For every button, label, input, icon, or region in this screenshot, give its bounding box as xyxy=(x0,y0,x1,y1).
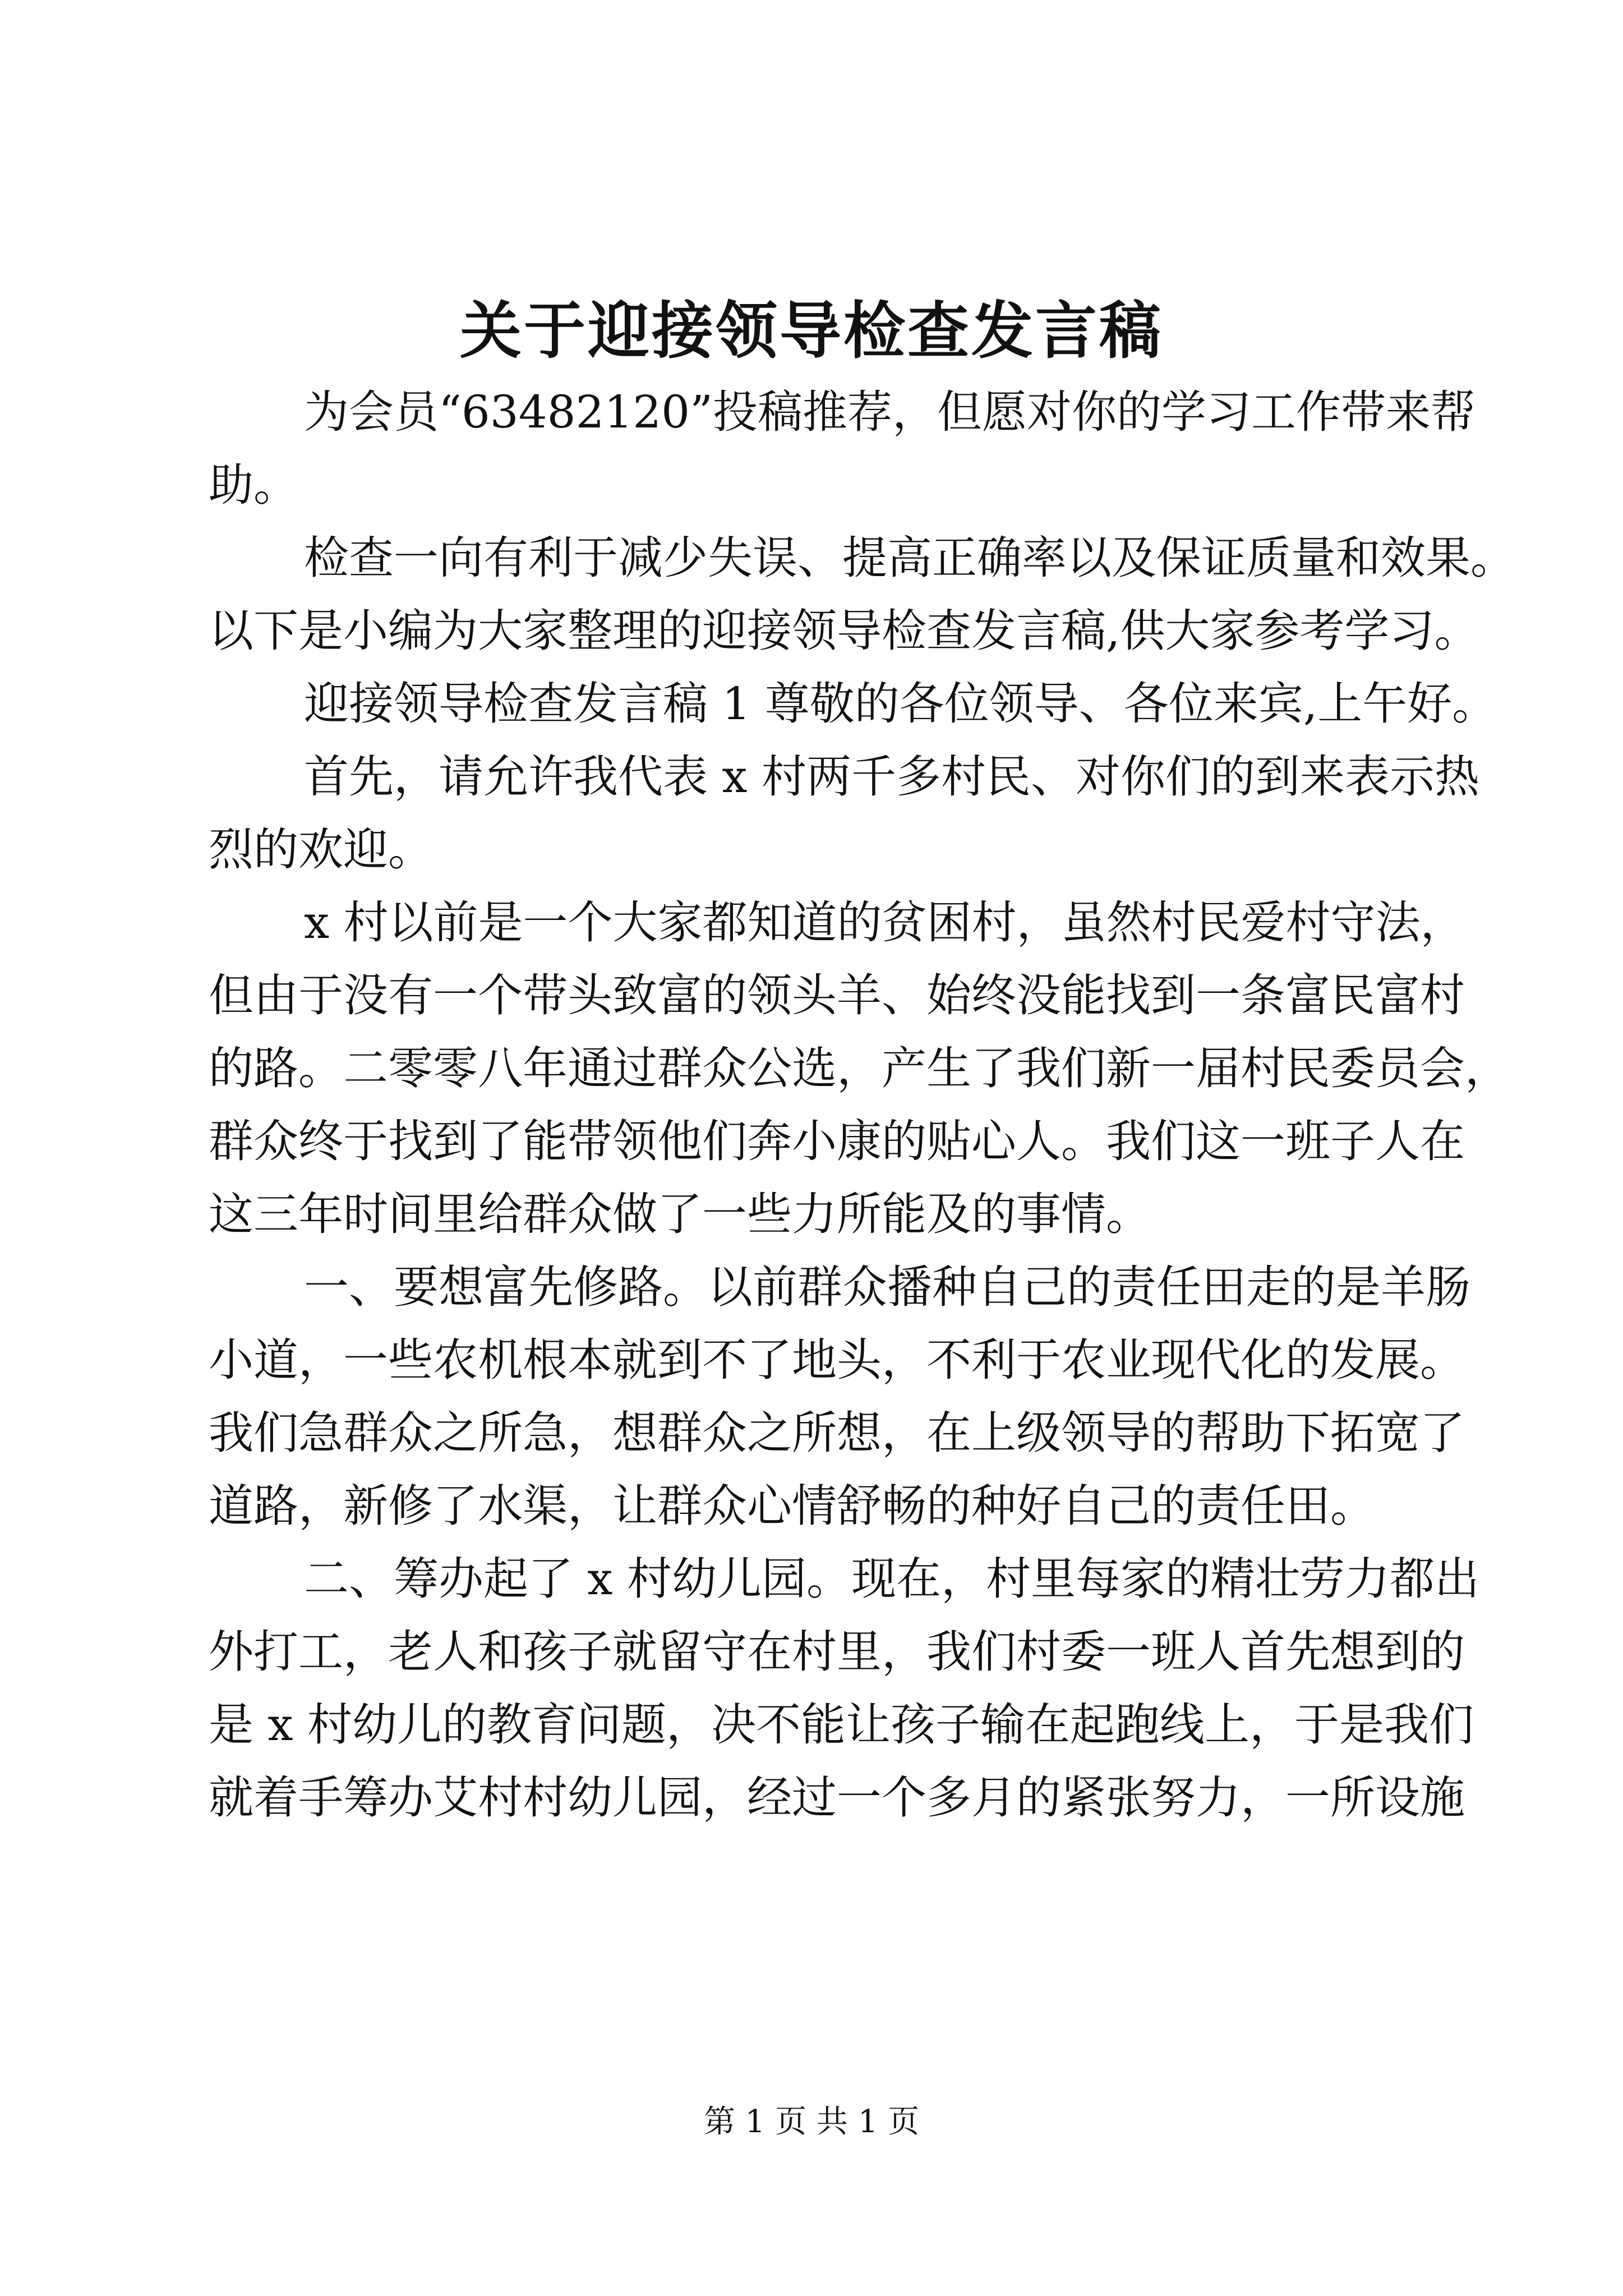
body-line: 检查一向有利于减少失误、提高正确率以及保证质量和效果。 xyxy=(304,532,1515,584)
page-footer: 第 1 页 共 1 页 xyxy=(703,2104,920,2140)
body-line: 群众终于找到了能带领他们奔小康的贴心人。我们这一班子人在 xyxy=(209,1115,1465,1167)
body-line: 就着手筹办艾村村幼儿园，经过一个多月的紧张努力，一所设施 xyxy=(209,1772,1465,1824)
body-line: 道路，新修了水渠，让群众心情舒畅的种好自己的责任田。 xyxy=(209,1480,1375,1532)
document-body xyxy=(209,376,1515,1834)
body-line: 一、要想富先修路。以前群众播种自己的责任田走的是羊肠 xyxy=(304,1261,1470,1313)
document-title: 关于迎接领导检查发言稿 xyxy=(460,295,1163,367)
body-line: 但由于没有一个带头致富的领头羊、始终没能找到一条富民富村 xyxy=(209,969,1465,1022)
body-line: 这三年时间里给群众做了一些力所能及的事情。 xyxy=(209,1188,1151,1240)
body-line: 为会员“63482120”投稿推荐，但愿对你的学习工作带来帮 xyxy=(304,386,1476,438)
body-line: 以下是小编为大家整理的迎接领导检查发言稿,供大家参考学习。 xyxy=(209,605,1479,657)
body-line: 小道，一些农机根本就到不了地头，不利于农业现代化的发展。 xyxy=(209,1334,1465,1386)
body-line: 迎接领导检查发言稿 1 尊敬的各位领导、各位来宾,上午好。 xyxy=(304,678,1497,730)
body-line: 助。 xyxy=(209,459,298,511)
body-line: 我们急群众之所急，想群众之所想，在上级领导的帮助下拓宽了 xyxy=(209,1407,1465,1459)
body-line: x 村以前是一个大家都知道的贫困村，虽然村民爱村守法， xyxy=(304,896,1465,949)
body-line: 烈的欢迎。 xyxy=(209,823,433,876)
body-line: 是 x 村幼儿的教育问题，决不能让孩子输在起跑线上，于是我们 xyxy=(209,1699,1474,1751)
body-line: 二、筹办起了 x 村幼儿园。现在，村里每家的精壮劳力都出 xyxy=(304,1553,1479,1605)
body-line: 外打工，老人和孩子就留守在村里，我们村委一班人首先想到的 xyxy=(209,1626,1465,1678)
body-line: 的路。二零零八年通过群众公选，产生了我们新一届村民委员会， xyxy=(209,1042,1510,1094)
body-line: 首先，请允许我代表 x 村两千多村民、对你们的到来表示热 xyxy=(304,751,1479,803)
